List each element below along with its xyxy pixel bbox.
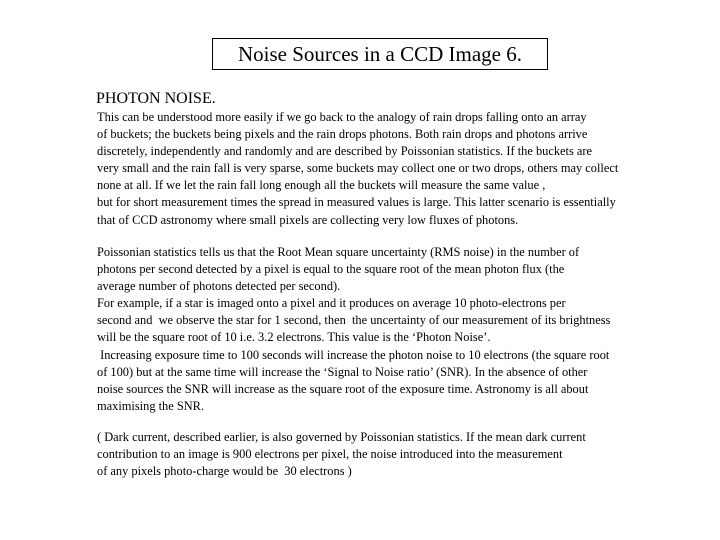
text-line: that of CCD astronomy where small pixels are collecting very low fluxes of photons.	[97, 212, 519, 227]
text-line: very small and the rain fall is very sparse, some buckets may collect one or two drops, others may collect	[97, 161, 619, 176]
text-line: but for short measurement times the spread in measured values is large. This latter scenario is essentially	[97, 195, 616, 210]
text-line: ( Dark current, described earlier, is also governed by Poissonian statistics. If the mean dark current	[97, 430, 586, 444]
section-heading: PHOTON NOISE.	[96, 90, 216, 107]
text-line: For example, if a star is imaged onto a pixel and it produces on average 10 photo-electrons per	[97, 296, 566, 311]
text-line: noise sources the SNR will increase as the square root of the exposure time. Astronomy is all about	[97, 381, 589, 396]
paragraph-poissonian-statistics	[97, 244, 697, 415]
text-line: photons per second detected by a pixel is equal to the square root of the mean photon flux (the	[97, 262, 565, 277]
text-line: contribution to an image is 900 electrons per pixel, the noise introduced into the measurement	[97, 447, 563, 462]
paragraph-rain-analogy	[97, 109, 697, 229]
text-line: of 100) but at the same time will increase the ‘Signal to Noise ratio’ (SNR). In the absence of other	[97, 364, 588, 379]
text-line: Poissonian statistics tells us that the Root Mean square uncertainty (RMS noise) in the number of	[97, 245, 580, 259]
text-line: will be the square root of 10 i.e. 3.2 electrons. This value is the ‘Photon Noise’.	[97, 330, 491, 345]
text-line: average number of photons detected per second).	[97, 279, 341, 294]
text-line: of any pixels photo-charge would be 30 electrons )	[97, 464, 352, 479]
text-line: of buckets; the buckets being pixels and the rain drops photons. Both rain drops and photons arrive	[97, 127, 588, 142]
slide-title: Noise Sources in a CCD Image 6.	[237, 42, 523, 66]
text-line: Increasing exposure time to 100 seconds will increase the photon noise to 10 electrons (the square root	[97, 347, 610, 362]
slide-title-box	[212, 38, 548, 70]
text-line: none at all. If we let the rain fall long enough all the buckets will measure the same value ,	[97, 178, 546, 193]
text-line: This can be understood more easily if we go back to the analogy of rain drops falling onto an array	[97, 110, 587, 124]
text-line: discretely, independently and randomly and are described by Poissonian statistics. If the buckets are	[97, 144, 593, 159]
text-line: second and we observe the star for 1 second, then the uncertainty of our measurement of its brightness	[97, 313, 611, 328]
paragraph-dark-current-note	[97, 429, 697, 480]
text-line: maximising the SNR.	[97, 398, 205, 413]
